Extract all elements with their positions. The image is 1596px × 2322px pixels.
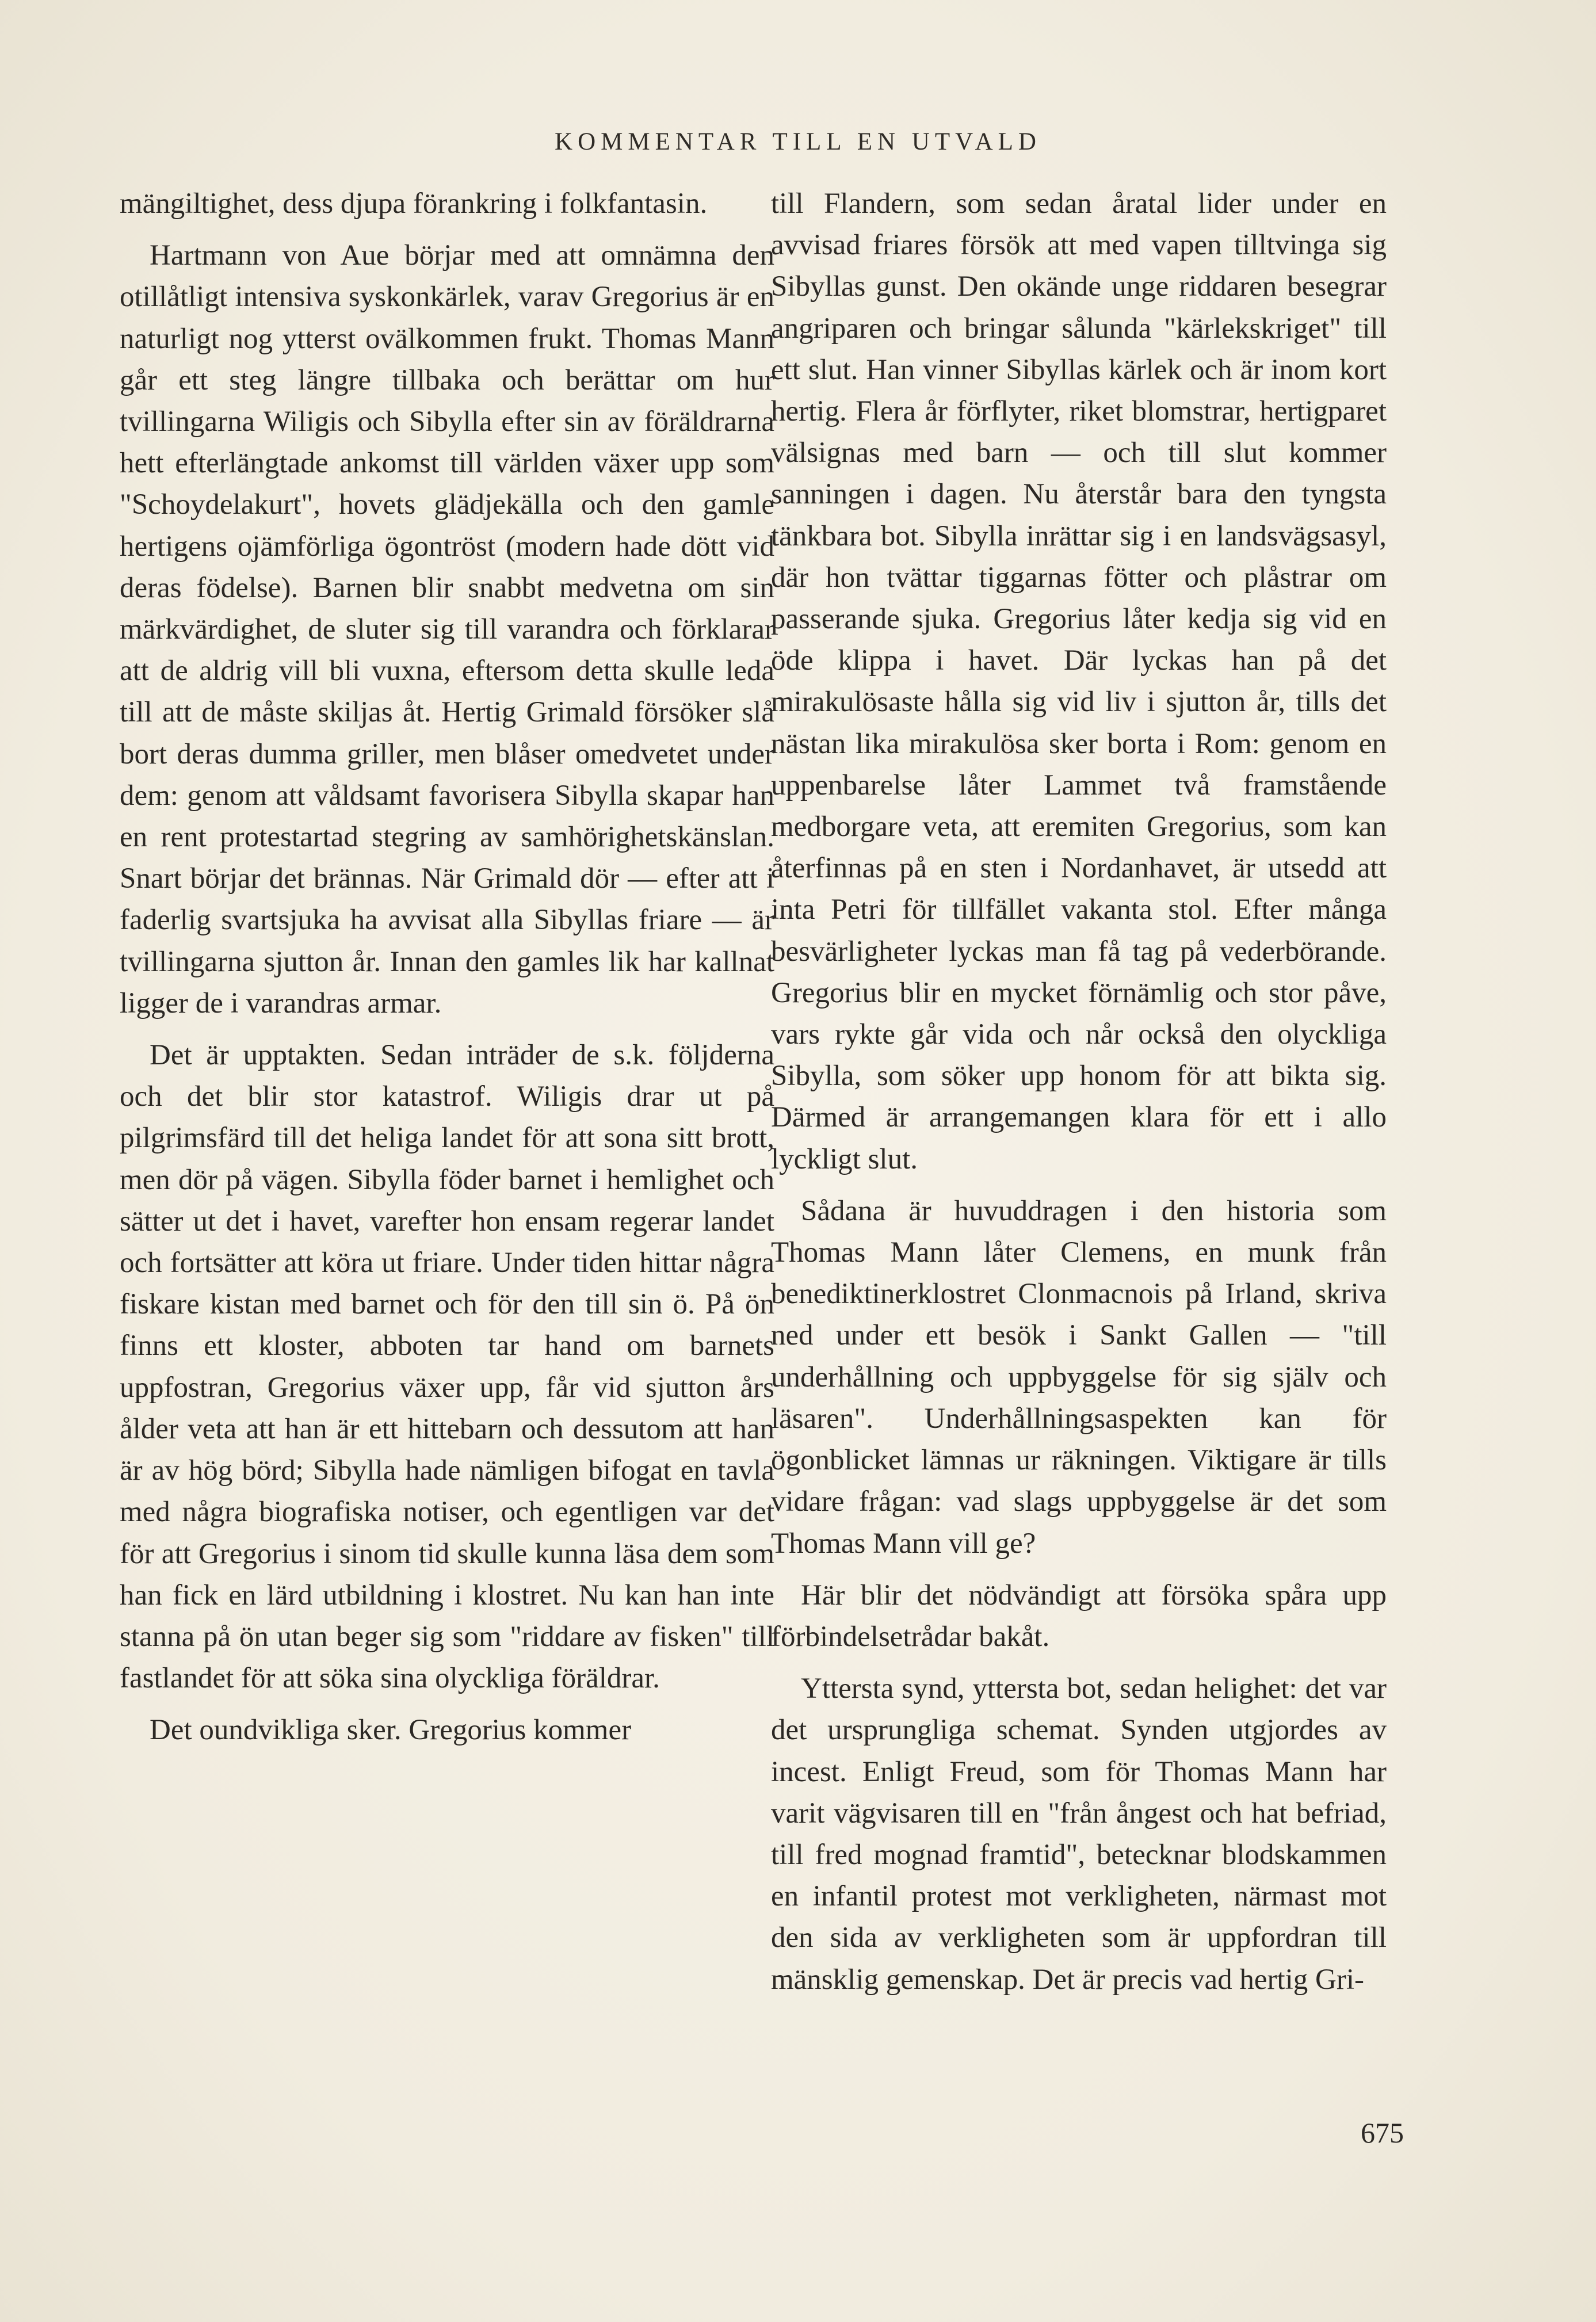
paragraph: Här blir det nödvändigt att försöka spåra upp förbindelsetrådar bakåt.: [771, 1579, 1387, 1653]
right-column: [771, 183, 1387, 2000]
left-column: [120, 183, 774, 1751]
paragraph: till Flandern, som sedan åratal lider under en avvisad friares försök att med vapen tilltvinga sig Sibyllas gunst. Den okände unge riddaren besegrar angriparen och bringar sålunda "kärlekskriget" till ett slut. Han vinner Sibyllas kärlek och är inom kort hertig. Flera år förflyter, riket blomstrar, hertigparet välsignas med barn — och till slut kommer sanningen i dagen. Nu återstår bara den tyngsta tänkbara bot. Sibylla inrättar sig i en landsvägsasyl, där hon tvättar tiggarnas fötter och plåstrar om passerande sjuka. Gregorius låter kedja sig vid en öde klippa i havet. Där lyckas han på det mirakulösaste hålla sig vid liv i sjutton år, tills det nästan lika mirakulösa sker borta i Rom: genom en uppenbarelse låter Lammet två framstående medborgare veta, att eremiten Gregorius, som kan återfinnas på en sten i Nordanhavet, är utsedd att inta Petri för tillfället vakanta stol. Efter många besvärligheter lyckas man få tag på vederbörande. Gregorius blir en mycket förnämlig och stor påve, vars rykte går vida och når också den olyckliga Sibylla, som söker upp honom för att bikta sig. Därmed är arrangemangen klara för ett i allo lyckligt slut.: [771, 188, 1387, 1175]
paragraph: Hartmann von Aue börjar med att omnämna den otillåtligt intensiva syskonkärlek, varav Gregorius är en naturligt nog ytterst ovälkommen frukt. Thomas Mann går ett steg längre tillbaka och berättar om hur tvillingarna Wiligis och Sibylla efter sin av föräldrarna hett efterlängtade ankomst till världen växer upp som "Schoydelakurt", hovets glädjekälla och den gamle hertigens ojämförliga ögontröst (modern hade dött vid deras födelse). Barnen blir snabbt medvetna om sin märkvärdighet, de sluter sig till varandra och förklarar att de aldrig vill bli vuxna, eftersom detta skulle leda till att de måste skiljas åt. Hertig Grimald försöker slå bort deras dumma griller, men blåser omedvetet under dem: genom att våldsamt favorisera Sibylla skapar han en rent protestartad stegring av samhörighetskänslan. Snart börjar det brännas. När Grimald dör — efter att i faderlig svartsjuka ha avvisat alla Sibyllas friare — är tvillingarna sjutton år. Innan den gamles lik har kallnat ligger de i varandras armar.: [120, 239, 774, 1019]
running-header: KOMMENTAR TILL EN UTVALD: [555, 128, 1041, 155]
paragraph: Det är upptakten. Sedan inträder de s.k. följderna och det blir stor katastrof. Wiligis drar ut på pilgrimsfärd till det heliga landet för att sona sitt brott, men dör på vägen. Sibylla föder barnet i hemlighet och sätter ut det i havet, varefter hon ensam regerar landet och fortsätter att köra ut friare. Under tiden hittar några fiskare kistan med barnet och för den till sin ö. På ön finns ett kloster, abboten tar hand om barnets uppfostran, Gregorius växer upp, får vid sjutton års ålder veta att han är ett hittebarn och dessutom att han är av hög börd; Sibylla hade nämligen bifogat en tavla med några biografiska notiser, och egentligen var det för att Gregorius i sinom tid skulle kunna läsa dem som han fick en lärd utbildning i klostret. Nu kan han inte stanna på ön utan beger sig som "riddare av fisken" till fastlandet för att söka sina olyckliga föräldrar.: [120, 1039, 774, 1695]
paragraph: mängiltighet, dess djupa förankring i folkfantasin.: [120, 188, 708, 220]
paragraph: Det oundvikliga sker. Gregorius kommer: [150, 1714, 632, 1747]
page-number: 675: [1361, 2117, 1404, 2149]
paragraph: Yttersta synd, yttersta bot, sedan helighet: det var det ursprungliga schemat. Synden utgjordes av incest. Enligt Freud, som för Thomas Mann har varit vägvisaren till en "från ångest och hat befriad, till fred mognad framtid", betecknar blodskammen en infantil protest mot verkligheten, närmast mot den sida av verkligheten som är uppfordran till mänsklig gemenskap. Det är precis vad hertig Gri-: [771, 1672, 1387, 1996]
paragraph: Sådana är huvuddragen i den historia som Thomas Mann låter Clemens, en munk från benediktinerklostret Clonmacnois på Irland, skriva ned under ett besök i Sankt Gallen — "till underhållning och uppbyggelse för sig själv och läsaren". Underhållningsaspekten kan för ögonblicket lämnas ur räkningen. Viktigare är tills vidare frågan: vad slags uppbyggelse är det som Thomas Mann vill ge?: [771, 1194, 1387, 1560]
